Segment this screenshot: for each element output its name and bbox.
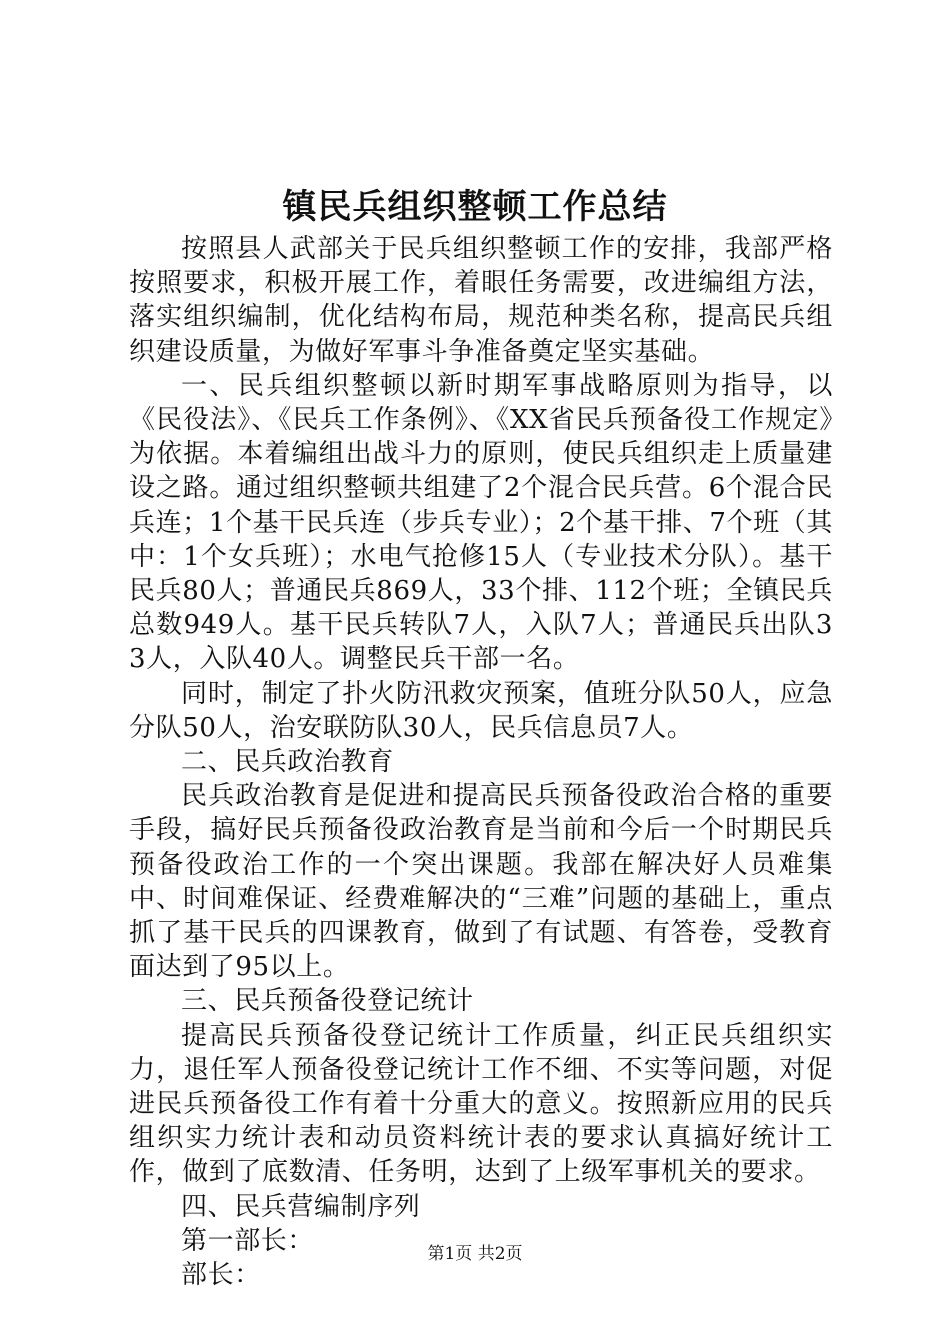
line-first-minister: 第一部长：: [181, 1225, 315, 1256]
document-body: [129, 232, 833, 1292]
document-title: 镇民兵组织整顿工作总结: [282, 187, 668, 227]
paragraph-intro: 按照县人武部关于民兵组织整顿工作的安排，我部严格按照要求，积极开展工作，着眼任务需要，改进编组方法，落实组织编制，优化结构布局，规范种类名称，提高民兵组织建设质量，为做好军事斗争准备奠定坚实基础。: [129, 234, 833, 367]
paragraph-section-1: 一、民兵组织整顿以新时期军事战略原则为指导，以《民役法》、《民兵工作条例》、《XX省民兵预备役工作规定》为依据。本着编组出战斗力的原则，使民兵组织走上质量建设之路。通过组织整顿共组建了2个混合民兵营。6个混合民兵连；1个基干民兵连（步兵专业）；2个基干排、7个班（其中：1个女兵班）；水电气抢修15人（专业技术分队）。基干民兵80人；普通民兵869人，33个排、112个班；全镇民兵总数949人。基干民兵转队7人，入队7人；普通民兵出队33人，入队40人。调整民兵干部一名。: [129, 370, 833, 675]
heading-section-2: 二、民兵政治教育: [181, 747, 394, 778]
paragraph-emergency-plan: 同时，制定了扑火防汛救灾预案，值班分队50人，应急分队50人，治安联防队30人，民兵信息员7人。: [129, 678, 833, 743]
page-number-footer: 第1页 共2页: [427, 1244, 523, 1264]
paragraph-political-education: 民兵政治教育是促进和提高民兵预备役政治合格的重要手段，搞好民兵预备役政治教育是当前和今后一个时期民兵预备役政治工作的一个突出课题。我部在解决好人员难集中、时间难保证、经费难解决的“三难”问题的基础上，重点抓了基干民兵的四课教育，做到了有试题、有答卷，受教育面达到了95以上。: [129, 781, 833, 983]
paragraph-registration-statistics: 提高民兵预备役登记统计工作质量，纠正民兵组织实力，退任军人预备役登记统计工作不细、不实等问题，对促进民兵预备役工作有着十分重大的意义。按照新应用的民兵组织实力统计表和动员资料统计表的要求认真搞好统计工作，做到了底数清、任务明，达到了上级军事机关的要求。: [129, 1020, 833, 1188]
heading-section-3: 三、民兵预备役登记统计: [181, 986, 474, 1017]
heading-section-4: 四、民兵营编制序列: [181, 1191, 421, 1222]
line-minister: 部长：: [181, 1260, 261, 1291]
